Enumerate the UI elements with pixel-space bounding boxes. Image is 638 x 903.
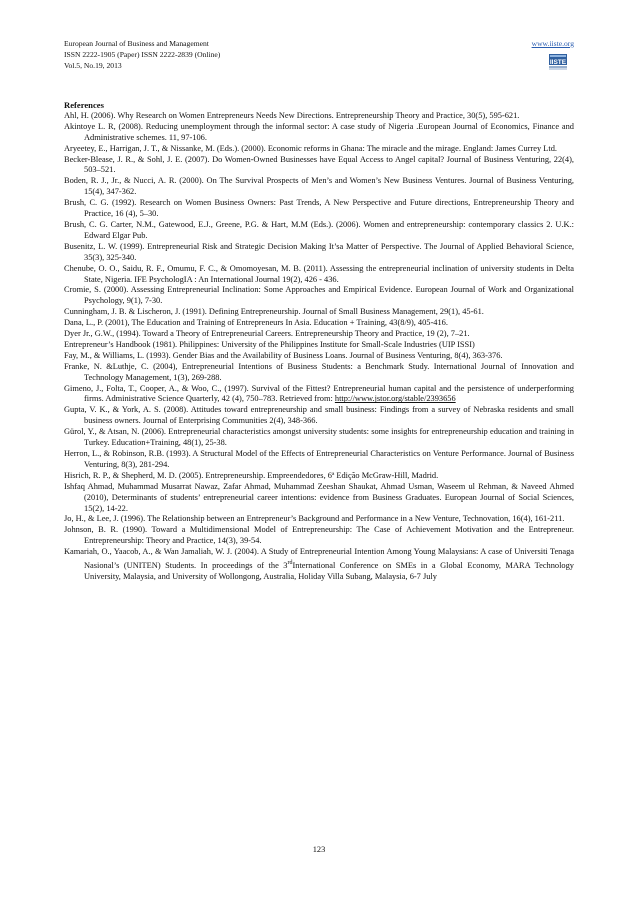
- reference-item: Chenube, O. O., Saidu, R. F., Omumu, F. C., & Omomoyesan, M. B. (2011). Assessing the entrepreneurial inclination of university students in Delta State, Nigeria. IFE PsychologIA : An International Journal 19(2), 426 - 436.: [64, 263, 574, 284]
- reference-item: Becker-Blease, J. R., & Sohl, J. E. (2007). Do Women-Owned Businesses have Equal Access to Angel capital? Journal of Business Venturing, 22(4), 503–521.: [64, 154, 574, 175]
- page-header: [64, 38, 574, 90]
- iiste-logo-icon: [546, 51, 570, 73]
- references-heading: References: [64, 100, 104, 110]
- reference-item: Dana, L., P. (2001), The Education and Training of Entrepreneurs In Asia. Education + Training, 43(8/9), 405-416.: [64, 318, 448, 328]
- references-section: [64, 100, 574, 583]
- reference-item: Dyer Jr., G.W., (1994). Toward a Theory of Entrepreneurial Careers. Entrepreneurship Theory and Practice, 19 (2), 7–21.: [64, 329, 470, 339]
- reference-item: Busenitz, L. W. (1999). Entrepreneurial Risk and Strategic Decision Making It’sa Matter of Perspective. The Journal of Applied Behavioral Science, 35(3), 325-340.: [64, 241, 574, 262]
- reference-item: Gürol, Y., & Atsan, N. (2006). Entrepreneurial characteristics amongst university students: some insights for entrepreneurship education and training in Turkey. Education+Training, 48(1), 25-38.: [64, 427, 574, 448]
- reference-item: Ishfaq Ahmad, Muhammad Musarrat Nawaz, Zafar Ahmad, Muhammad Zeeshan Shaukat, Ahmad Usman, Waseem ul Rehman, & Naveed Ahmed (2010), Determinants of students’ entrepreneurial career intentions: evidence from Business Graduates. European Journal of Social Sciences, 15(2), 14-22.: [64, 481, 574, 513]
- reference-item: Jo, H., & Lee, J. (1996). The Relationship between an Entrepreneur’s Background and Performance in a New Venture, Technovation, 16(4), 161-211.: [64, 514, 565, 524]
- reference-item: Franke, N. &Luthje, C. (2004), Entrepreneurial Intentions of Business Students: a Benchmark Study. International Journal of Innovation and Technology Management, 1(3), 269-288.: [64, 361, 574, 382]
- svg-text:IISTE: IISTE: [549, 59, 567, 66]
- reference-item-gimeno: [64, 384, 574, 406]
- references-list: [64, 111, 574, 583]
- reference-item: Fay, M., & Williams, L. (1993). Gender Bias and the Availability of Business Loans. Journal of Business Venturing, 8(4), 363-376.: [64, 350, 503, 360]
- reference-item: Akintoye L. R, (2008). Reducing unemployment through the informal sector: A case study of Nigeria .European Journal of Economics, Finance and Administrative schemes. 11, 97-106.: [64, 121, 574, 142]
- reference-item: Entrepreneur’s Handbook (1981). Philippines: University of the Philippines Institute for Small-Scale Industries (UIP ISSI): [64, 339, 475, 349]
- reference-item: Cromie, S. (2000). Assessing Entrepreneurial Inclination: Some Approaches and Empirical Evidence. European Journal of Work and Organizational Psychology, 9(1), 7-30.: [64, 285, 574, 306]
- reference-item: Herron, L., & Robinson, R.B. (1993). A Structural Model of the Effects of Entrepreneurial Characteristics on Venture Performance. Journal of Business Venturing, 8(3), 281-294.: [64, 449, 574, 469]
- ordinal-superscript: rd: [287, 560, 293, 567]
- journal-url-link[interactable]: www.iiste.org: [531, 39, 574, 48]
- journal-issn: ISSN 2222-1905 (Paper) ISSN 2222-2839 (Online): [64, 50, 221, 59]
- reference-item-kamariah: [64, 547, 574, 583]
- journal-volume: Vol.5, No.19, 2013: [64, 61, 122, 70]
- reference-item: Brush, C. G. (1992). Research on Women Business Owners: Past Trends, A New Perspective and Future directions, Entrepreneurship Theory and Practice, 16 (4), 5–30.: [64, 198, 574, 219]
- jstor-link[interactable]: http://www.jstor.org/stable/2393656: [334, 394, 456, 404]
- reference-item: Cunningham, J. B. & Lischeron, J. (1991). Defining Entrepreneurship. Journal of Small Business Management, 29(1), 45-61.: [64, 307, 484, 317]
- reference-text: International Conference on SMEs in a Global Economy, MARA Technology University, Malaysia, and University of Wollongong, Australia, Holiday Villa Subang, Malaysia, 6-7 July: [84, 560, 574, 581]
- reference-text: Kamariah, O., Yaacob, A., & Wan Jamaliah, W. J. (2004). A Study of Entrepreneurial Intention Among Young Malaysians: A case of Universiti Tenaga Nasional’s (UNITEN) Students. In proceedings of the 3: [64, 547, 574, 570]
- reference-item: Gupta, V. K., & York, A. S. (2008). Attitudes toward entrepreneurship and small business: Findings from a survey of Nebraska residents and small business owners. Journal of Enterprising Communities 2(4), 348-366.: [64, 405, 574, 426]
- reference-item: Johnson, B. R. (1990). Toward a Multidimensional Model of Entrepreneurship: The Case of Achievement Motivation and the Entrepreneur. Entrepreneurship: Theory and Practice, 14(3), 39-54.: [64, 525, 574, 546]
- reference-item: Hisrich, R. P., & Shepherd, M. D. (2005). Entrepreneurship. Empreendedores, 6ª Edição McGraw-Hill, Madrid.: [64, 470, 439, 480]
- reference-item: Ahl, H. (2006). Why Research on Women Entrepreneurs Needs New Directions. Entrepreneurship Theory and Practice, 30(5), 595-621.: [64, 110, 520, 120]
- reference-item: Boden, R. J., Jr., & Nucci, A. R. (2000). On The Survival Prospects of Men’s and Women’s New Business Ventures. Journal of Business Venturing, 15(4), 347-362.: [64, 176, 574, 197]
- page-number: 123: [312, 845, 326, 854]
- reference-text: Gimeno, J., Folta, T., Cooper, A., & Woo, C., (1997). Survival of the Fittest? Entrepreneurial human capital and the persistence of underperforming firms. Administrative Science Quarterly, 42 (4), 750–783. Retrieved from:: [64, 383, 574, 404]
- reference-item: Brush, C. G. Carter, N.M., Gatewood, E.J., Greene, P.G. & Hart, M.M (Eds.). (2006). Women and entrepreneurship: contemporary classics 2. U.K.: Edward Elgar Pub.: [64, 219, 574, 240]
- journal-info: [64, 38, 574, 71]
- reference-item: Aryeetey, E., Harrigan, J. T., & Nissanke, M. (Eds.). (2000). Economic reforms in Ghana: The miracle and the mirage. England: James Currey Ltd.: [64, 143, 557, 153]
- journal-name: European Journal of Business and Management: [64, 39, 209, 48]
